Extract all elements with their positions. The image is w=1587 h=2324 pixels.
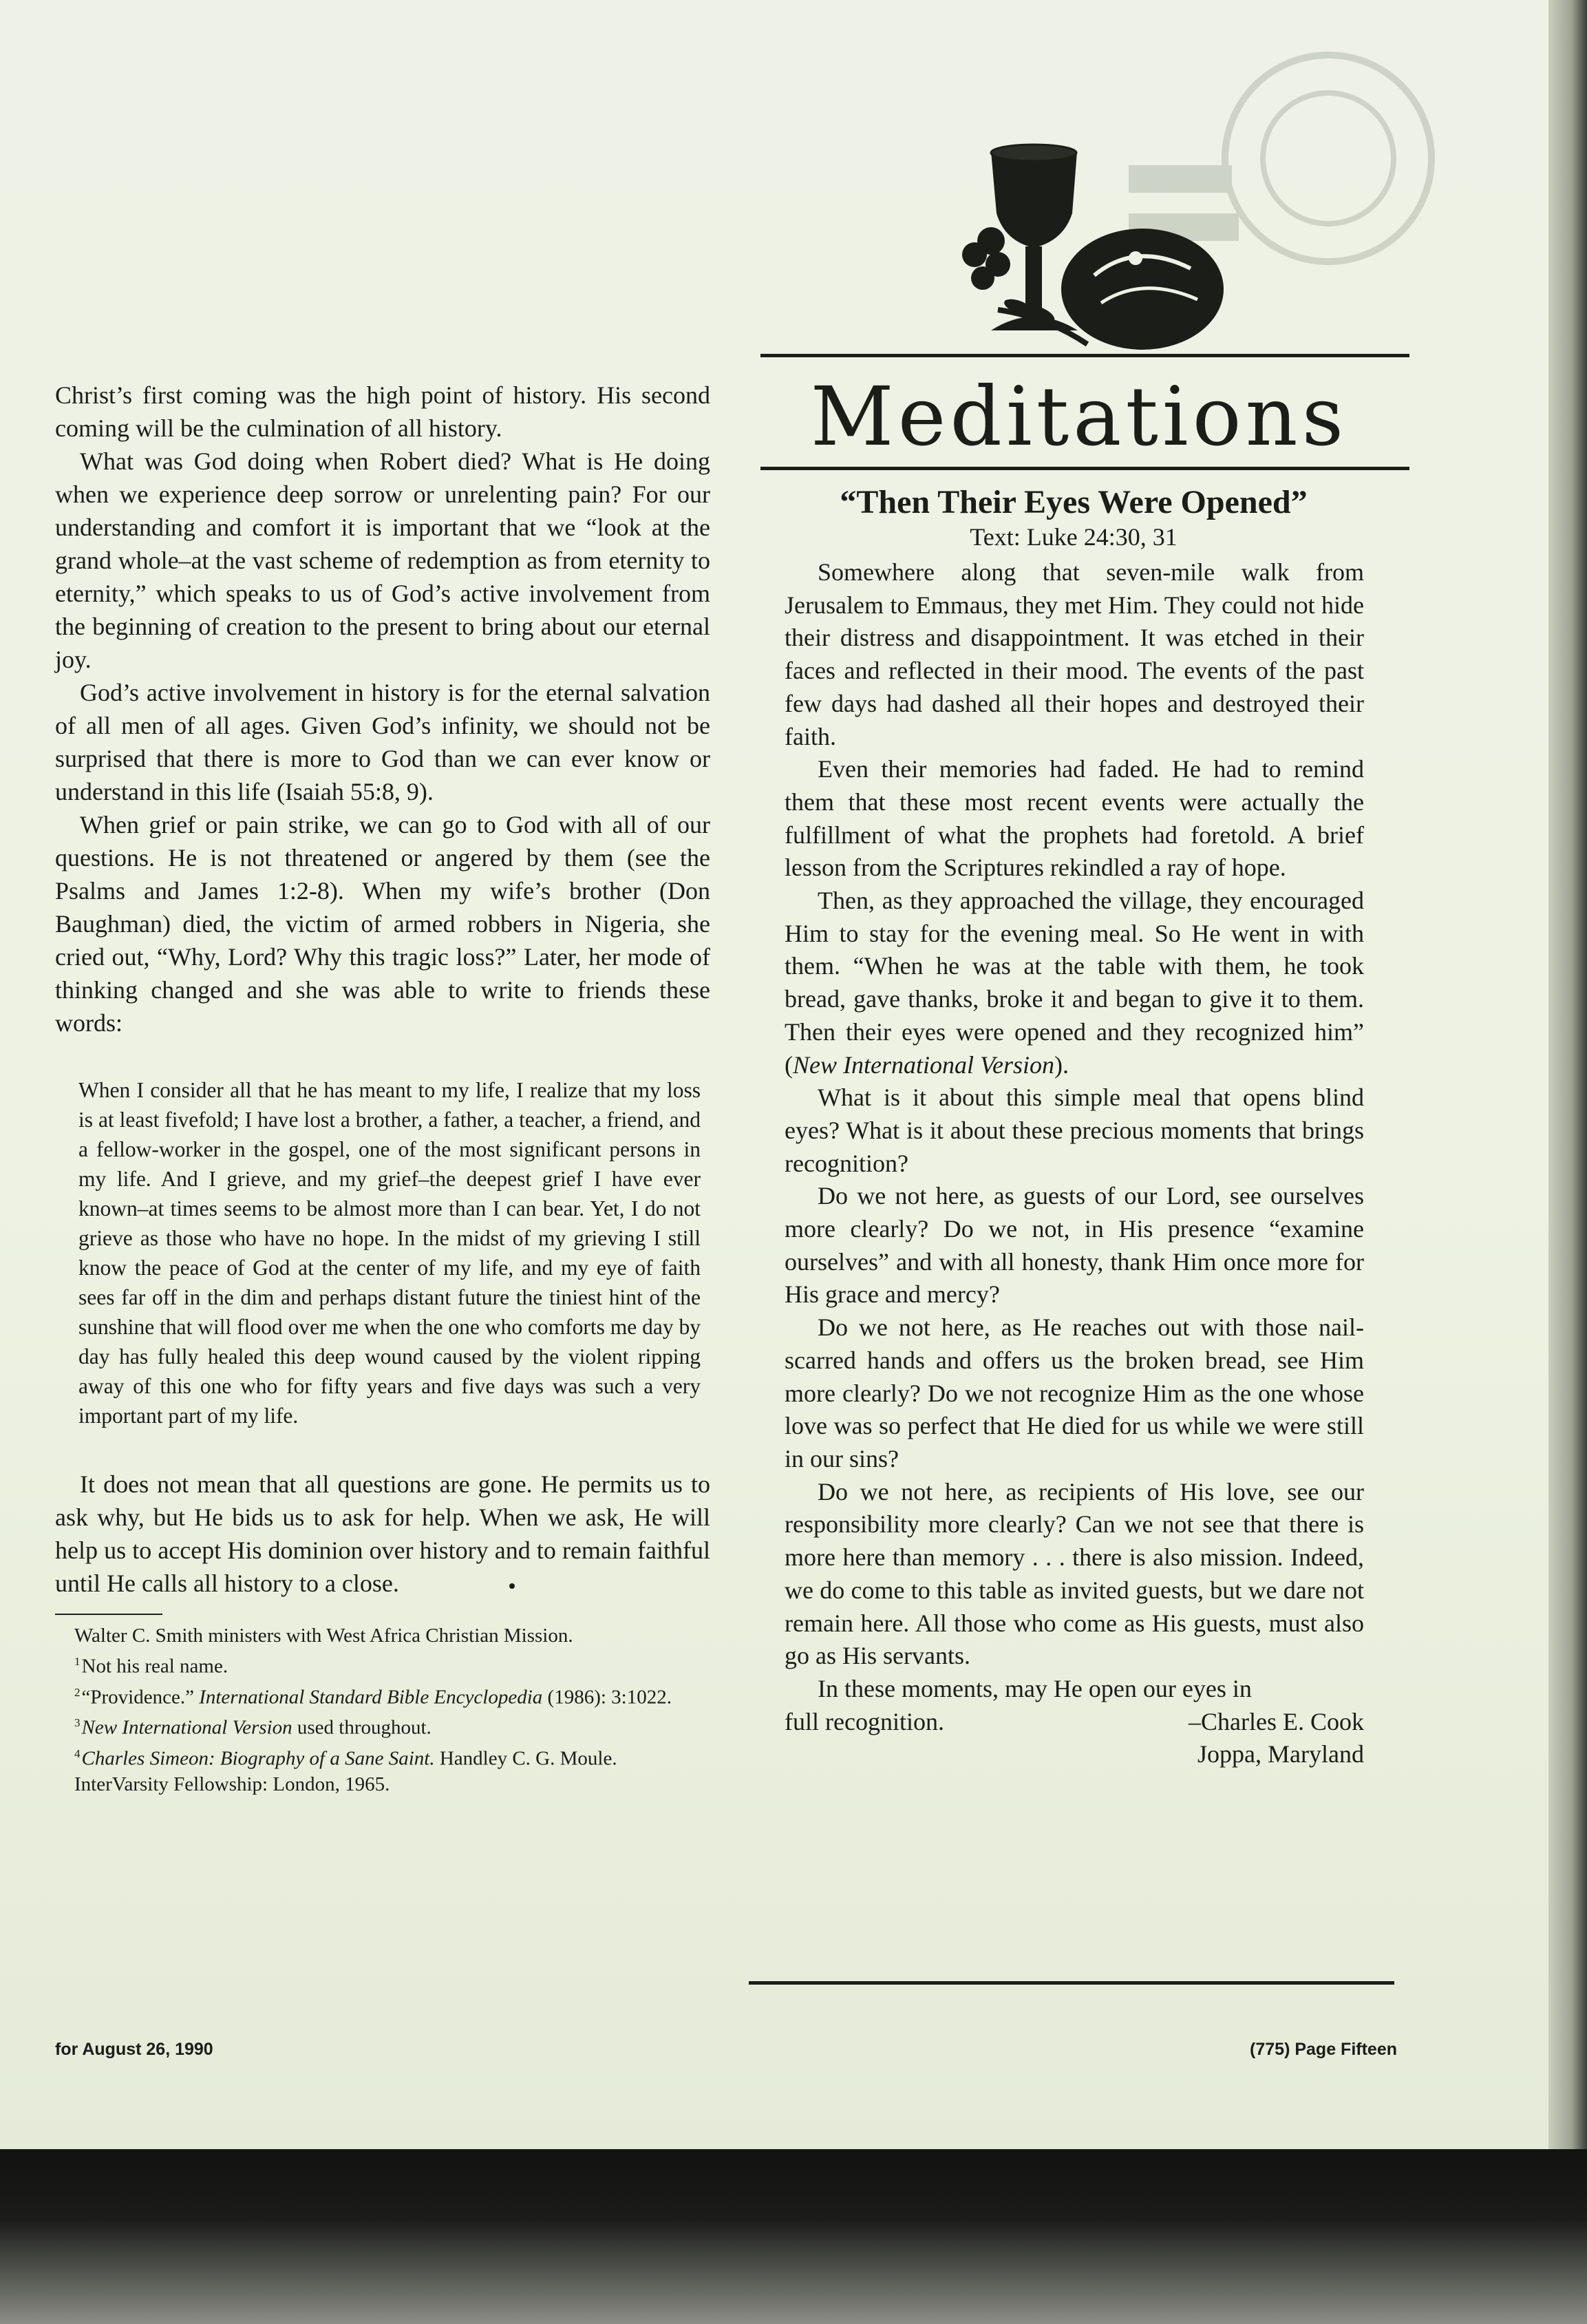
footnote-1-mark: 1 (74, 1655, 81, 1668)
footer-page-number: (775) Page Fifteen (1250, 2040, 1397, 2059)
left-paragraph-2: What was God doing when Robert died? What is He doing when we experience deep sorrow or unrelenting pain? For our understanding and comfort it is important that we “look at the grand whole–at the vast scheme of redemption as from eternity to eternity,” which speaks to us of God’s active involvement from the beginning of creation to the present to bring about our eternal joy. (55, 447, 710, 673)
meditation-paragraph-5: Do we not here, as guests of our Lord, see ourselves more clearly? Do we not, in His presence “examine ourselves” and with all honesty, thank Him once more for His grace and mercy? (785, 1182, 1364, 1309)
end-of-article-mark (509, 1583, 515, 1589)
footnote-4-b: Handley C. G. Moule. InterVarsity Fellowship: London, 1965. (74, 1747, 617, 1795)
meditation-paragraph-3-a: Then, as they approached the village, they encouraged Him to stay for the evening meal. So He went in with them. “When he was at the table with them, he took bread, gave thanks, broke it and began to give it to them. Then their eyes were opened and they recognized him” ( (785, 887, 1364, 1079)
footnote-2-mark: 2 (74, 1685, 81, 1699)
meditation-paragraph-4: What is it about this simple meal that opens blind eyes? What is it about these precious moments that brings recognition? (785, 1084, 1364, 1177)
footnote-1-text: Not his real name. (81, 1655, 228, 1678)
author-bio: Walter C. Smith ministers with West Africa Christian Mission. (74, 1625, 573, 1647)
footnote-2-a: “Providence.” (81, 1686, 200, 1709)
footnote-4-mark: 4 (74, 1746, 81, 1760)
footnote-2 (74, 1680, 710, 1711)
block-quote (78, 1075, 701, 1430)
meditations-end-rule (749, 1981, 1394, 1985)
meditations-body (785, 556, 1364, 1771)
scripture-reference: Text: Luke 24:30, 31 (970, 523, 1178, 551)
footer-date: for August 26, 1990 (55, 2040, 213, 2059)
meditation-paragraph-2: Even their memories had faded. He had to remind them that these most recent events were actually the fulfillment of what the prophets had foretold. A brief lesson from the Scriptures rekindled a ray of hope. (785, 755, 1364, 882)
footnote-divider (55, 1614, 162, 1615)
left-column (55, 379, 710, 1797)
closing-paragraph (55, 1468, 710, 1600)
footnote-2-b: International Standard Bible Encyclopedia (199, 1686, 543, 1709)
communion-cup-bread-icon (915, 138, 1232, 358)
footnote-4-a: Charles Simeon: Biography of a Sane Saint. (81, 1747, 435, 1770)
footnote-1 (74, 1649, 710, 1680)
quote-text: When I consider all that he has meant to my life, I realize that my loss is at least fivefold; I have lost a brother, a father, a teacher, a friend, and a fellow-worker in the gospel, one of the most significant persons in my life. And I grieve, and my grief–the deepest grief I have ever known–at times seems to be almost more than I can bear. Yet, I do not grieve as those who have no hope. In the midst of my grieving I still know the peace of God at the center of my life, and my eye of faith sees far off in the dim and perhaps distant future the tiniest hint of the sunshine that will flood over me when the one who comforts me day by day has fully healed this deep wound caused by the violent ripping away of this one who for fifty years and five days was such a very important part of my life. (78, 1078, 701, 1428)
footnote-3-a: New International Version (81, 1716, 292, 1739)
left-paragraph-1: Christ’s first coming was the high point of history. His second coming will be the culmination of all history. (55, 381, 710, 442)
meditation-last-line: full recognition. (785, 1707, 944, 1735)
meditation-paragraph-1: Somewhere along that seven-mile walk from Jerusalem to Emmaus, they met Him. They could not hide their distress and disappointment. It was etched in their faces and reflected in their mood. The events of the past few days had dashed all their hopes and destroyed their faith. (785, 558, 1364, 750)
meditation-paragraph-3 (785, 885, 1364, 1081)
footnote-2-c: (1986): 3:1022. (542, 1686, 672, 1709)
page-edge (1548, 0, 1587, 2149)
meditation-paragraph-6: Do we not here, as He reaches out with those nail-scarred hands and offers us the broken bread, see Him more clearly? Do we not recognize Him as the one whose love was so perfect that He died for us while we were still in our sins? (785, 1313, 1364, 1472)
author-location: Joppa, Maryland (1197, 1740, 1364, 1768)
article-title: “Then Their Eyes Were Opened” (840, 484, 1308, 520)
meditation-paragraph-3-b: New International Version (793, 1050, 1054, 1079)
left-paragraph-4: When grief or pain strike, we can go to God with all of our questions. He is not threatened or angered by them (see the Psalms and James 1:2-8). When my wife’s brother (Don Baughman) died, the victim of armed robbers in Nigeria, she cried out, “Why, Lord? Why this tragic loss?” Later, her mode of thinking changed and she was able to write to friends these words: (55, 811, 710, 1037)
footnote-3-b: used throughout. (292, 1716, 432, 1739)
footnote-3-mark: 3 (74, 1716, 81, 1730)
footnote-4 (74, 1741, 710, 1797)
signature-line (785, 1706, 1364, 1739)
section-heading: Meditations (810, 369, 1348, 464)
meditation-paragraph-7: Do we not here, as recipients of His love, see our responsibility more clearly? Can we not see that there is more here than memory . . . there is also mission. Indeed, we do come to this table as invited guests, but we dare not remain here. All those who come as His guests, must also go as His servants. (785, 1477, 1364, 1670)
author-name: –Charles E. Cook (1189, 1707, 1364, 1735)
scan-shadow (0, 2149, 1587, 2324)
closing-text: It does not mean that all questions are gone. He permits us to ask why, but He bids us to ask for help. When we ask, He will help us to accept His dominion over history and to remain faithful until He calls all history to a close. (55, 1470, 710, 1597)
left-paragraph-3: God’s active involvement in history is for the eternal salvation of all men of all ages. Given God’s infinity, we should not be surprised that there is more to God than we can ever know or understand in this life (Isaiah 55:8, 9). (55, 679, 710, 805)
meditations-bottom-rule (760, 467, 1409, 470)
footnote-3 (74, 1710, 710, 1741)
meditations-top-rule (760, 354, 1409, 357)
meditation-paragraph-3-c: ). (1054, 1050, 1069, 1079)
footnotes (74, 1623, 710, 1797)
meditation-paragraph-8: In these moments, may He open our eyes in (818, 1674, 1252, 1702)
